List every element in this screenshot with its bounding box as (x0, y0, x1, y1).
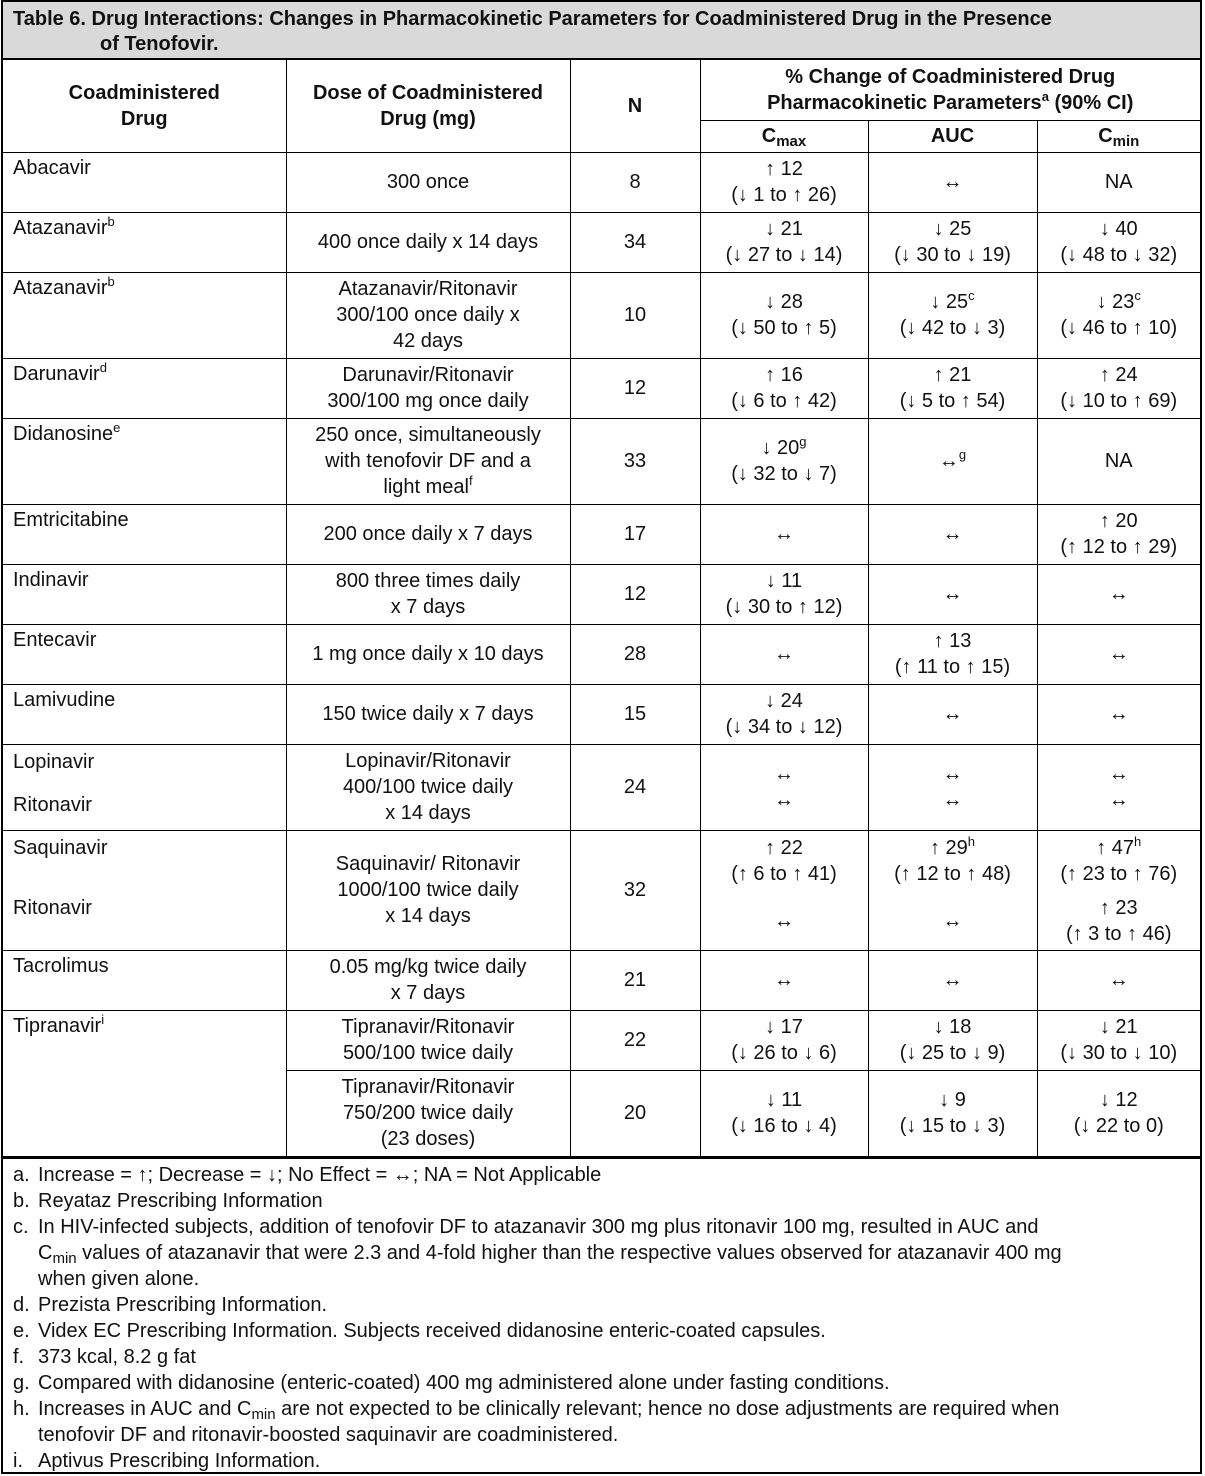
cmin-ci: (↓ 10 to ↑ 69) (1060, 390, 1178, 412)
cmax-value: ↑ 16 (765, 364, 803, 386)
footnote-text (38, 1214, 1062, 1292)
footnote-ref-a: a (1041, 88, 1049, 104)
footnote-ref: g (799, 434, 807, 449)
cmax-ci: (↓ 50 to ↑ 5) (731, 317, 837, 339)
dose-line: Tipranavir/Ritonavir (341, 1016, 515, 1038)
dose-line: 250 once, simultaneously (315, 424, 541, 446)
cmin-ci: (↓ 48 to ↓ 32) (1060, 244, 1178, 266)
footnote-key: c. (13, 1215, 29, 1238)
dose-cell: 400 once daily x 14 days (286, 212, 570, 272)
cmax-value-2: ↔ (774, 789, 794, 811)
auc-value: ↑ 13 (933, 630, 972, 652)
cmax-value: ↓ 28 (765, 291, 803, 313)
cmin-sub: min (251, 1405, 276, 1423)
footnote-f (13, 1344, 1190, 1370)
cmax-value-2: ↔ (774, 909, 794, 932)
drug-cell: Tacrolimus (3, 950, 286, 1010)
dose-cell (286, 272, 570, 358)
footnote-line: when given alone. (38, 1267, 200, 1290)
n-cell: 15 (570, 684, 700, 744)
footnote-line-head: Increases in AUC and C (38, 1397, 252, 1420)
drug-cell (3, 212, 286, 272)
cmax-value: ↓ 17 (765, 1016, 803, 1038)
footnote-line (38, 1240, 1062, 1266)
footnote-text: Aptivus Prescribing Information. (38, 1449, 321, 1472)
dose-line: x 7 days (390, 596, 466, 618)
footnote-ref: h (967, 833, 976, 849)
table-row (3, 272, 1200, 358)
footnote-d (13, 1292, 1190, 1318)
cmax-value: ↑ 12 (765, 158, 803, 180)
cmin-value-2: ↑ 23 (1099, 896, 1138, 919)
dose-line: x 7 days (390, 982, 466, 1004)
footnote-line: In HIV-infected subjects, addition of tenofovir DF to atazanavir 300 mg plus ritonavir 100 mg, resulted in AUC and (38, 1215, 1039, 1238)
auc-cell (868, 624, 1037, 684)
n-cell: 8 (570, 152, 700, 212)
cmin-cell (1037, 1070, 1200, 1156)
auc-ci: (↓ 25 to ↓ 9) (899, 1042, 1006, 1064)
caption-line-1: Table 6. Drug Interactions: Changes in Pharmacokinetic Parameters for Coadministered Drug in the Presence (13, 8, 1052, 30)
n-cell: 21 (570, 950, 700, 1010)
cmin-value: ↓ 12 (1099, 1089, 1138, 1111)
cmax-value: ↓ 21 (765, 218, 803, 240)
dose-cell: 200 once daily x 7 days (286, 504, 570, 564)
cmax-value-line (707, 435, 862, 461)
caption-line-2: of Tenofovir. (100, 33, 219, 55)
dose-line: 42 days (392, 330, 464, 352)
footnote-c (13, 1214, 1190, 1292)
drug-cell (3, 1010, 286, 1156)
cmin-ci: (↓ 22 to 0) (1073, 1115, 1164, 1137)
cmin-sub: min (52, 1249, 77, 1267)
cmin-value: ↔ (1108, 763, 1129, 785)
auc-value-line (875, 289, 1031, 315)
cmin-value-line (1044, 835, 1195, 861)
cmax-cell: ↔ (700, 950, 868, 1010)
table-row (3, 504, 1200, 564)
dose-line-text: light meal (383, 476, 469, 498)
dose-line: 1000/100 twice daily (337, 879, 519, 901)
dose-cell: 300 once (286, 152, 570, 212)
n-cell: 22 (570, 1010, 700, 1070)
drug-interactions-table-container (1, 0, 1202, 1474)
drug-cell (3, 744, 286, 830)
cmax-cell (700, 418, 868, 504)
pk-table (3, 60, 1200, 1157)
header-cmin (1037, 120, 1200, 152)
cmax-cell (700, 744, 868, 830)
header-pct-l2-tail: (90% CI) (1048, 91, 1134, 114)
auc-value: ↓ 25 (930, 291, 969, 313)
cmax-value: ↓ 24 (765, 690, 803, 712)
footnote-ref: i (101, 1011, 105, 1027)
drug-name: Didanosine (13, 422, 114, 445)
drug-name: Saquinavir (13, 836, 108, 859)
n-cell: 17 (570, 504, 700, 564)
dose-line: 300/100 once daily x (336, 304, 520, 326)
n-cell: 20 (570, 1070, 700, 1156)
footnote-key: f. (13, 1345, 25, 1368)
footnote-text: Increase = ↑; Decrease = ↓; No Effect = ↔; NA = Not Applicable (38, 1163, 602, 1186)
table-row (3, 1010, 1200, 1070)
footnote-line-tail: are not expected to be clinically relevant; hence no dose adjustments are required when (275, 1397, 1060, 1420)
cmin-cell: ↔ (1037, 950, 1200, 1010)
footnote-ref: f (468, 473, 473, 488)
auc-cell: ↔ (868, 152, 1037, 212)
table-caption (3, 2, 1200, 60)
dose-line: 400/100 twice daily (342, 776, 514, 798)
auc-ci: (↓ 5 to ↑ 54) (899, 390, 1006, 412)
auc-value: ↓ 18 (933, 1016, 972, 1038)
cmin-value-line (1044, 289, 1195, 315)
drug-name: Atazanavir (13, 216, 108, 239)
cmin-ci: (↑ 23 to ↑ 76) (1060, 862, 1178, 885)
cmax-value: ↓ 20 (761, 437, 800, 459)
drug-name: Atazanavir (13, 276, 108, 299)
footnote-ref: e (113, 419, 121, 435)
cmin-value: ↑ 24 (1099, 364, 1138, 386)
dose-line: x 14 days (385, 905, 471, 927)
cmax-cell (700, 830, 868, 950)
n-cell: 12 (570, 564, 700, 624)
drug-cell: Emtricitabine (3, 504, 286, 564)
footnote-i (13, 1448, 1190, 1474)
drug-cell: Lamivudine (3, 684, 286, 744)
cmax-ci: (↓ 1 to ↑ 26) (731, 184, 837, 206)
dose-cell (286, 1010, 570, 1070)
footnote-key: a. (13, 1163, 30, 1186)
n-cell: 34 (570, 212, 700, 272)
cmin-value: ↑ 47 (1096, 836, 1135, 859)
dose-cell: 150 twice daily x 7 days (286, 684, 570, 744)
cmin-value: ↓ 21 (1099, 1016, 1138, 1038)
dose-cell (286, 358, 570, 418)
footnote-line (38, 1396, 1059, 1422)
table-row (3, 564, 1200, 624)
footnote-key: e. (13, 1319, 30, 1342)
footnote-a (13, 1162, 1190, 1188)
auc-cell (868, 744, 1037, 830)
cmin-value-2: ↔ (1108, 789, 1129, 811)
cmin-cell (1037, 504, 1200, 564)
footnote-ref: h (1134, 833, 1142, 849)
header-cmin-base: C (1098, 125, 1113, 147)
dose-line: 0.05 mg/kg twice daily (329, 956, 527, 978)
footnote-line-tail: values of atazanavir that were 2.3 and 4-fold higher than the respective values observed for atazanavir 400 mg (76, 1241, 1062, 1264)
cmin-cell (1037, 1010, 1200, 1070)
cmax-value: ↓ 11 (765, 570, 803, 592)
cmax-ci: (↓ 30 to ↑ 12) (725, 596, 843, 618)
cmax-cell (700, 684, 868, 744)
drug-name: Lopinavir (13, 750, 95, 773)
n-cell: 33 (570, 418, 700, 504)
auc-cell (868, 272, 1037, 358)
header-cmin-sub: min (1112, 133, 1140, 150)
dose-line (293, 474, 564, 500)
cmin-ci: (↓ 46 to ↑ 10) (1060, 317, 1178, 339)
auc-cell: ↔ (868, 564, 1037, 624)
dose-line: Atazanavir/Ritonavir (338, 278, 518, 300)
drug-name: Tipranavir (13, 1014, 102, 1037)
cmin-base: C (38, 1241, 53, 1264)
drug-cell: Indinavir (3, 564, 286, 624)
footnotes (3, 1157, 1200, 1474)
cmax-ci: (↓ 34 to ↓ 12) (725, 716, 843, 738)
cmin-cell: ↔ (1037, 564, 1200, 624)
cmin-cell: NA (1037, 418, 1200, 504)
auc-value: ↓ 25 (933, 218, 972, 240)
cmax-value: ↔ (774, 763, 794, 785)
auc-ci: (↓ 15 to ↓ 3) (899, 1115, 1006, 1137)
footnote-b (13, 1188, 1190, 1214)
footnote-ref: d (99, 359, 107, 375)
auc-cell (868, 1070, 1037, 1156)
cmax-cell: ↔ (700, 624, 868, 684)
n-cell: 28 (570, 624, 700, 684)
auc-value: ↑ 21 (933, 364, 972, 386)
header-dose: Dose of Coadministered Drug (mg) (286, 60, 570, 152)
footnote-key: i. (13, 1449, 23, 1472)
drug-cell: Abacavir (3, 152, 286, 212)
drug-name-2: Ritonavir (13, 896, 92, 919)
auc-value: ↓ 9 (939, 1089, 966, 1111)
header-pct-change (700, 60, 1200, 120)
cmin-cell (1037, 212, 1200, 272)
header-drug: Coadministered Drug (3, 60, 286, 152)
cmax-cell (700, 358, 868, 418)
cmin-cell (1037, 358, 1200, 418)
cmax-cell (700, 152, 868, 212)
cmax-cell (700, 272, 868, 358)
cmax-cell (700, 1010, 868, 1070)
drug-name-2: Ritonavir (13, 793, 92, 816)
footnote-h (13, 1396, 1190, 1448)
dose-line: with tenofovir DF and a (325, 450, 531, 472)
table-row (3, 684, 1200, 744)
drug-name: Darunavir (13, 362, 100, 385)
cmin-cell: ↔ (1037, 624, 1200, 684)
dose-cell (286, 744, 570, 830)
n-cell: 32 (570, 830, 700, 950)
cmin-value: ↑ 20 (1099, 510, 1138, 532)
cmax-value: ↑ 22 (765, 836, 803, 859)
header-cmax-base: C (761, 125, 777, 147)
footnote-text: 373 kcal, 8.2 g fat (38, 1345, 196, 1368)
footnote-e (13, 1318, 1190, 1344)
footnote-text (38, 1396, 1059, 1448)
auc-cell (868, 358, 1037, 418)
dose-line: Lopinavir/Ritonavir (345, 750, 511, 772)
auc-value: ↑ 29 (929, 836, 968, 859)
dose-line: (23 doses) (380, 1128, 476, 1150)
dose-cell (286, 950, 570, 1010)
dose-line: 300/100 mg once daily (327, 390, 529, 412)
auc-cell (868, 212, 1037, 272)
auc-value-2: ↔ (942, 909, 963, 932)
footnote-ref: b (107, 213, 115, 229)
auc-ci: (↑ 11 to ↑ 15) (894, 656, 1011, 678)
dose-cell: 1 mg once daily x 10 days (286, 624, 570, 684)
footnote-ref: c (1134, 288, 1141, 303)
drug-cell (3, 272, 286, 358)
auc-cell: ↔ (868, 950, 1037, 1010)
dose-cell (286, 1070, 570, 1156)
cmax-cell: ↔ (700, 504, 868, 564)
drug-cell: Entecavir (3, 624, 286, 684)
footnote-g (13, 1370, 1190, 1396)
auc-ci: (↑ 12 to ↑ 48) (894, 862, 1011, 885)
n-cell: 10 (570, 272, 700, 358)
cmin-cell (1037, 830, 1200, 950)
cmax-value: ↓ 11 (765, 1089, 803, 1111)
header-pct-l1: % Change of Coadministered Drug (785, 65, 1116, 88)
table-row (3, 418, 1200, 504)
n-cell: 24 (570, 744, 700, 830)
table-row (3, 152, 1200, 212)
cmax-ci: (↑ 6 to ↑ 41) (731, 862, 837, 885)
footnote-text: Prezista Prescribing Information. (38, 1293, 328, 1316)
auc-cell: ↔ (868, 504, 1037, 564)
footnote-key: g. (13, 1371, 30, 1394)
cmin-ci: (↓ 30 to ↓ 10) (1060, 1042, 1178, 1064)
table-row (3, 212, 1200, 272)
footnote-key: d. (13, 1293, 30, 1316)
footnote-text: Compared with didanosine (enteric-coated) 400 mg administered alone under fasting conditions. (38, 1371, 890, 1394)
header-cmax (700, 120, 868, 152)
cmax-cell (700, 212, 868, 272)
cmax-ci: (↓ 26 to ↓ 6) (731, 1042, 837, 1064)
auc-cell (868, 1010, 1037, 1070)
auc-ci: (↓ 30 to ↓ 19) (894, 244, 1011, 266)
footnote-text: Reyataz Prescribing Information (38, 1189, 323, 1212)
auc-cell (868, 418, 1037, 504)
cmin-ci: (↑ 12 to ↑ 29) (1060, 536, 1178, 558)
dose-line: Darunavir/Ritonavir (342, 364, 514, 386)
drug-cell (3, 358, 286, 418)
table-row (3, 830, 1200, 950)
cmax-ci: (↓ 27 to ↓ 14) (725, 244, 843, 266)
drug-cell (3, 830, 286, 950)
footnote-key: b. (13, 1189, 30, 1212)
footnote-key: h. (13, 1397, 30, 1420)
dose-cell (286, 564, 570, 624)
auc-value-line (875, 835, 1031, 861)
auc-value-2: ↔ (942, 789, 963, 811)
auc-cell: ↔ (868, 684, 1037, 744)
cmin-cell (1037, 272, 1200, 358)
header-pct-l2 (707, 90, 1195, 116)
dose-line: x 14 days (385, 802, 471, 824)
header-cmax-sub: max (776, 133, 807, 150)
footnote-ref: c (968, 288, 975, 303)
cmin-value: ↓ 40 (1099, 218, 1138, 240)
drug-cell (3, 418, 286, 504)
header-pct-l2-text: Pharmacokinetic Parameters (767, 91, 1042, 114)
auc-value: ↔ (942, 763, 963, 785)
header-n: N (570, 60, 700, 152)
cmin-cell: ↔ (1037, 684, 1200, 744)
footnote-line: tenofovir DF and ritonavir-boosted saquinavir are coadministered. (38, 1423, 619, 1446)
header-row-1 (3, 60, 1200, 120)
footnote-ref: g (958, 447, 967, 462)
dose-line: 750/200 twice daily (342, 1102, 514, 1124)
dose-line: Tipranavir/Ritonavir (341, 1076, 515, 1098)
cmin-value: ↓ 23 (1096, 291, 1135, 313)
table-row (3, 744, 1200, 830)
table-row (3, 358, 1200, 418)
cmin-ci-2: (↑ 3 to ↑ 46) (1065, 922, 1172, 945)
cmax-ci: (↓ 6 to ↑ 42) (731, 390, 837, 412)
cmax-ci: (↓ 32 to ↓ 7) (731, 463, 837, 485)
table-row (3, 950, 1200, 1010)
cmax-cell (700, 1070, 868, 1156)
cmax-ci: (↓ 16 to ↓ 4) (731, 1115, 837, 1137)
dose-line: 500/100 twice daily (342, 1042, 514, 1064)
dose-cell (286, 418, 570, 504)
auc-value: ↔ (938, 450, 959, 472)
footnote-ref: b (107, 273, 115, 289)
dose-cell (286, 830, 570, 950)
cmin-cell: NA (1037, 152, 1200, 212)
auc-cell (868, 830, 1037, 950)
cmax-cell (700, 564, 868, 624)
cmin-cell (1037, 744, 1200, 830)
auc-ci: (↓ 42 to ↓ 3) (899, 317, 1006, 339)
header-auc: AUC (868, 120, 1037, 152)
dose-line: Saquinavir/ Ritonavir (335, 853, 521, 875)
table-row (3, 624, 1200, 684)
dose-line: 800 three times daily (335, 570, 521, 592)
n-cell: 12 (570, 358, 700, 418)
footnote-text: Videx EC Prescribing Information. Subjects received didanosine enteric-coated capsules. (38, 1319, 826, 1342)
